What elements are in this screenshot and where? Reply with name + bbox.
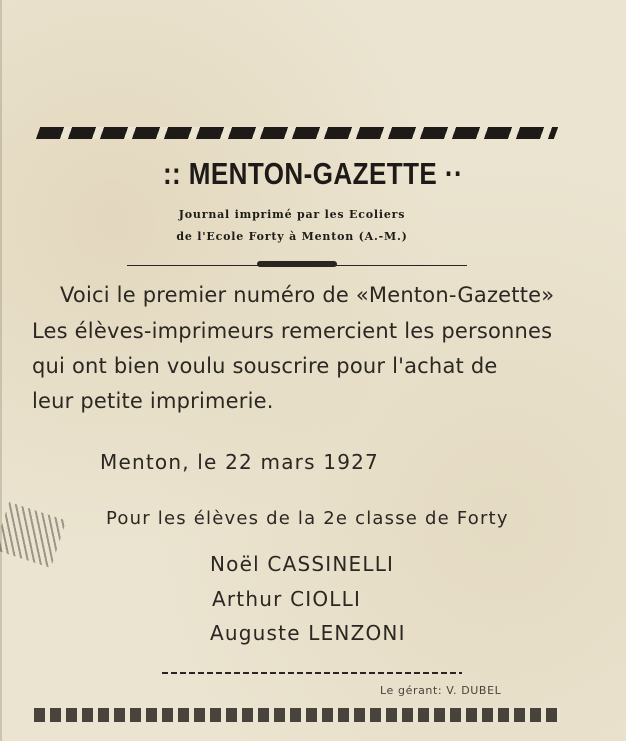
masthead-subtitle-line2: de l'Ecole Forty à Menton (A.-M.)	[176, 230, 408, 243]
gerant-credit: Le gérant: V. DUBEL	[380, 684, 502, 697]
signature-intro: Pour les élèves de la 2e classe de Forty	[106, 508, 509, 529]
bottom-divider	[162, 672, 462, 674]
ink-stamp-mark	[0, 502, 66, 568]
signature-name-1: Noël CASSINELLI	[210, 552, 395, 576]
signature-name-2: Arthur CIOLLI	[212, 587, 362, 611]
body-line-4: leur petite imprimerie.	[32, 389, 274, 413]
body-line-2: Les élèves-imprimeurs remercient les personnes	[32, 319, 553, 343]
body-line-1: Voici le premier numéro de «Menton-Gazette»	[60, 283, 555, 307]
dateline: Menton, le 22 mars 1927	[100, 450, 379, 474]
bottom-decorative-border	[34, 708, 560, 722]
ornamental-divider	[127, 265, 467, 270]
body-line-3: qui ont bien voulu souscrire pour l'achat de	[32, 354, 498, 378]
page-edge	[0, 0, 2, 741]
masthead-subtitle-line1: Journal imprimé par les Ecoliers	[178, 208, 406, 221]
masthead-title: :: MENTON-GAZETTE ··	[162, 156, 464, 191]
signature-name-3: Auguste LENZONI	[210, 621, 406, 645]
top-decorative-border	[36, 127, 558, 139]
